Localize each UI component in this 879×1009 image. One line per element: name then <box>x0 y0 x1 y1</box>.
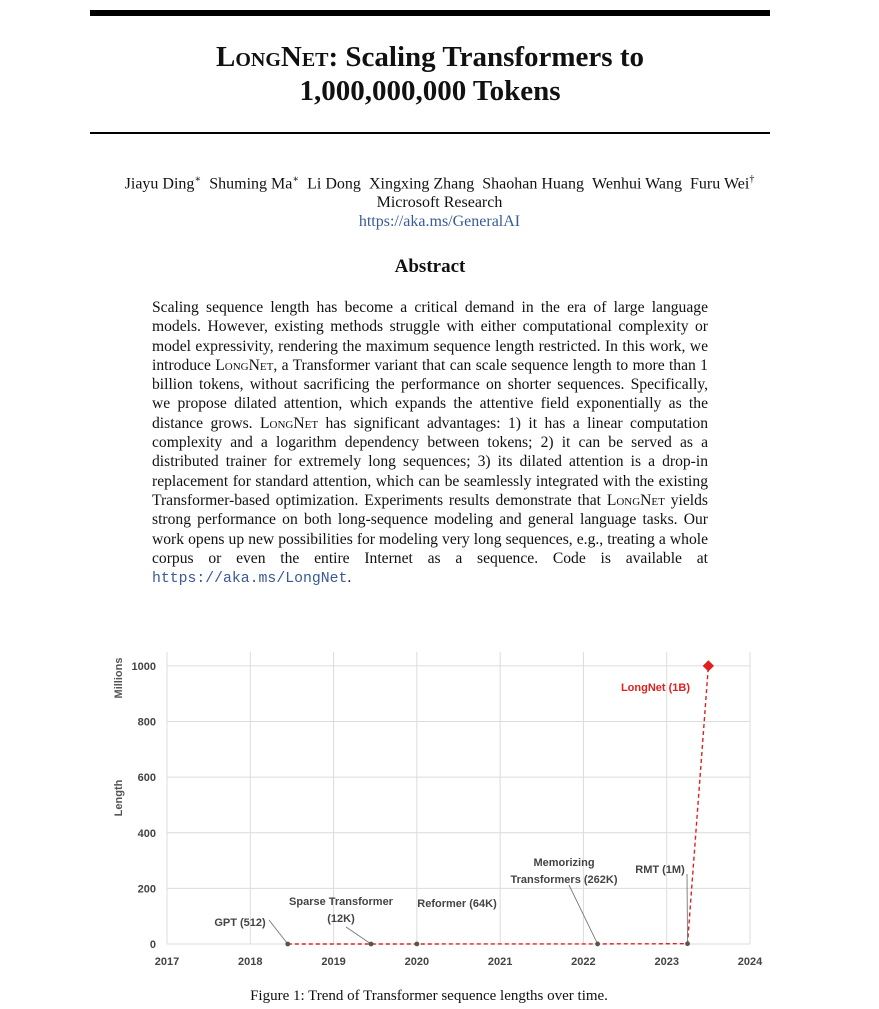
code-link[interactable]: https://aka.ms/LongNet <box>152 571 348 588</box>
title-rule <box>90 132 770 134</box>
author-mark: ∗ <box>194 174 202 185</box>
data-point <box>595 942 600 947</box>
x-tick-label: 2019 <box>321 956 346 968</box>
point-label: Memorizing <box>533 857 595 869</box>
x-tick-label: 2017 <box>154 956 180 968</box>
figure-caption: Figure 1: Trend of Transformer sequence lengths over time. <box>250 988 608 1004</box>
x-tick-label: 2021 <box>487 956 513 968</box>
x-tick-label: 2022 <box>571 956 596 968</box>
data-point <box>369 942 374 947</box>
abstract-text-4: yields strong performance on both long-sequence modeling and general language tasks. Our work opens up new possibilities for modeling very long sequences, e.g., treating a whole corpus or even the entire Internet as a sequence. Code is available at <box>152 491 708 567</box>
highlight-marker <box>703 660 714 671</box>
annotation-leader <box>687 874 688 944</box>
affiliation: Microsoft Research <box>376 194 503 212</box>
highlight-label: LongNet (1B) <box>620 682 690 694</box>
x-tick-label: 2018 <box>238 956 263 968</box>
x-tick-label: 2023 <box>654 956 679 968</box>
y-tick-label: 1000 <box>131 660 156 673</box>
paper-title <box>90 40 770 108</box>
x-tick-label: 2024 <box>737 956 763 968</box>
y-axis-unit: Millions <box>113 657 125 699</box>
point-label: GPT (512) <box>214 917 266 929</box>
data-point <box>414 942 419 947</box>
y-tick-label: 400 <box>137 827 156 840</box>
abstract-body <box>152 298 708 589</box>
title-line1-rest: : Scaling Transformers to <box>328 41 644 73</box>
data-point <box>685 941 690 946</box>
abstract-model-name-1: LongNet <box>215 356 274 374</box>
abstract-model-name-2: LongNet <box>259 414 319 432</box>
abstract-model-name-3: LongNet <box>606 491 665 509</box>
author-mark: † <box>749 174 755 185</box>
sequence-length-chart <box>100 640 790 975</box>
point-label: (12K) <box>327 913 355 925</box>
annotation-leader <box>346 927 371 944</box>
abstract-end: . <box>347 569 352 587</box>
homepage-link[interactable]: https://aka.ms/GeneralAI <box>358 213 521 231</box>
y-tick-label: 200 <box>137 883 156 896</box>
top-rule <box>90 10 770 16</box>
abstract-text-1: Scaling sequence length has become a critical demand in the era of large language models. However, existing methods struggle with either computational complexity or model expressivity, rendering the maximum sequence length restricted. In this work, we introduce <box>152 299 708 374</box>
point-label: RMT (1M) <box>635 864 685 876</box>
author-name: Shuming Ma <box>209 175 293 193</box>
data-point <box>285 942 290 947</box>
y-axis-title: Length <box>113 779 125 817</box>
x-tick-label: 2020 <box>404 956 430 968</box>
abstract-text-3: has significant advantages: 1) it has a linear computation complexity and a logarithm dependency between tokens; 2) it can be served as a distributed trainer for extremely long sequences; 3) its dilated attention is a drop-in replacement for standard attention, which can be seamlessly integrated with the existing Transformer-based optimization. Experiments results demonstrate that <box>152 414 708 509</box>
author-name: Xingxing Zhang <box>368 175 475 193</box>
author-name: Jiayu Ding <box>124 175 195 193</box>
author-list <box>0 170 879 193</box>
author-name: Shaohan Huang <box>482 175 585 193</box>
point-label: Sparse Transformer <box>289 896 393 908</box>
point-label: Transformers (262K) <box>510 874 618 886</box>
abstract-text-2: , a Transformer variant that can scale sequence length to more than 1 billion tokens, without sacrificing the performance on shorter sequences. Specifically, we propose dilated attention, which expands the attentive field exponentially as the distance grows. <box>152 356 708 432</box>
title-line2: 1,000,000,000 Tokens <box>299 75 561 107</box>
author-block <box>0 170 879 231</box>
abstract-heading: Abstract <box>394 256 466 277</box>
title-model-name: LongNet <box>215 41 329 73</box>
author-mark: ∗ <box>292 174 300 185</box>
y-tick-label: 0 <box>149 939 156 951</box>
author-name: Furu Wei <box>690 175 750 193</box>
annotation-leader <box>269 920 288 944</box>
author-name: Li Dong <box>307 175 361 193</box>
author-name: Wenhui Wang <box>592 175 683 193</box>
point-label: Reformer (64K) <box>417 898 497 910</box>
y-tick-label: 800 <box>137 716 156 729</box>
y-tick-label: 600 <box>137 772 156 785</box>
